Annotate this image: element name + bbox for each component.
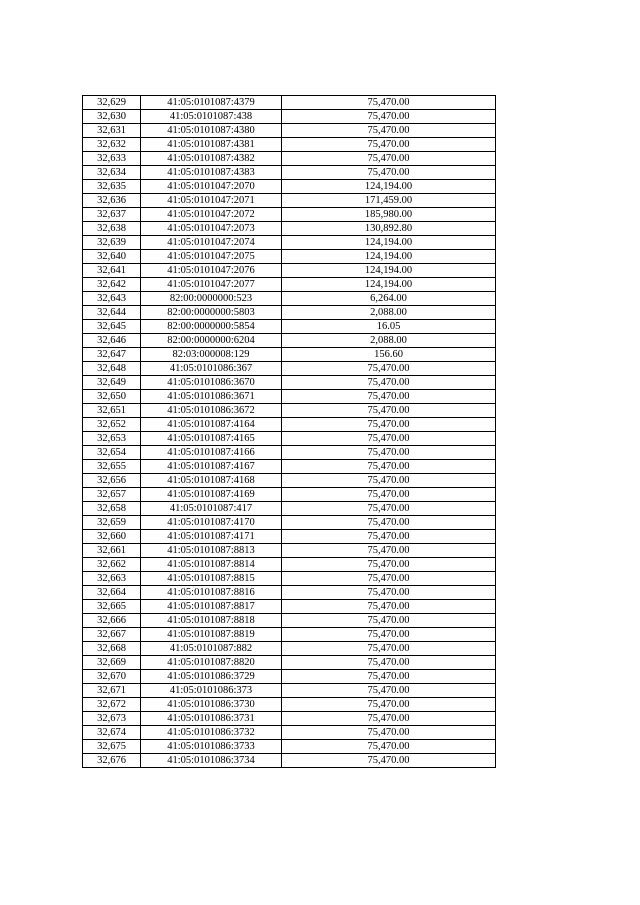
cadastral-number-cell: 41:05:0101087:417	[141, 502, 282, 516]
value-cell: 75,470.00	[282, 740, 496, 754]
table-row	[83, 222, 496, 236]
table-row	[83, 250, 496, 264]
row-number-cell: 32,650	[83, 390, 141, 404]
table-row	[83, 376, 496, 390]
row-number-cell: 32,632	[83, 138, 141, 152]
row-number-cell: 32,645	[83, 320, 141, 334]
table-row	[83, 404, 496, 418]
value-cell: 124,194.00	[282, 236, 496, 250]
row-number-cell: 32,651	[83, 404, 141, 418]
table-row	[83, 446, 496, 460]
cadastral-number-cell: 41:05:0101087:4383	[141, 166, 282, 180]
row-number-cell: 32,674	[83, 726, 141, 740]
table-row	[83, 320, 496, 334]
table-row	[83, 306, 496, 320]
table-row	[83, 236, 496, 250]
row-number-cell: 32,671	[83, 684, 141, 698]
row-number-cell: 32,637	[83, 208, 141, 222]
cadastral-number-cell: 41:05:0101047:2073	[141, 222, 282, 236]
value-cell: 75,470.00	[282, 544, 496, 558]
value-cell: 171,459.00	[282, 194, 496, 208]
value-cell: 75,470.00	[282, 474, 496, 488]
table-row	[83, 684, 496, 698]
row-number-cell: 32,670	[83, 670, 141, 684]
cadastral-number-cell: 41:05:0101087:4382	[141, 152, 282, 166]
cadastral-number-cell: 41:05:0101086:373	[141, 684, 282, 698]
row-number-cell: 32,667	[83, 628, 141, 642]
cadastral-number-cell: 41:05:0101086:3730	[141, 698, 282, 712]
table-row	[83, 586, 496, 600]
cadastral-number-cell: 41:05:0101047:2076	[141, 264, 282, 278]
cadastral-number-cell: 41:05:0101086:3729	[141, 670, 282, 684]
cadastral-number-cell: 41:05:0101087:8816	[141, 586, 282, 600]
cadastral-number-cell: 41:05:0101086:367	[141, 362, 282, 376]
cadastral-number-cell: 41:05:0101087:8820	[141, 656, 282, 670]
cadastral-number-cell: 41:05:0101087:4168	[141, 474, 282, 488]
row-number-cell: 32,649	[83, 376, 141, 390]
value-cell: 75,470.00	[282, 432, 496, 446]
value-cell: 75,470.00	[282, 460, 496, 474]
value-cell: 75,470.00	[282, 614, 496, 628]
cadastral-number-cell: 41:05:0101087:882	[141, 642, 282, 656]
table-row	[83, 166, 496, 180]
table-row	[83, 292, 496, 306]
row-number-cell: 32,633	[83, 152, 141, 166]
table-row	[83, 278, 496, 292]
cadastral-number-cell: 41:05:0101087:8818	[141, 614, 282, 628]
cadastral-number-cell: 41:05:0101087:4167	[141, 460, 282, 474]
cadastral-number-cell: 41:05:0101087:8813	[141, 544, 282, 558]
table-row	[83, 390, 496, 404]
table-row	[83, 740, 496, 754]
value-cell: 75,470.00	[282, 628, 496, 642]
value-cell: 75,470.00	[282, 446, 496, 460]
value-cell: 75,470.00	[282, 138, 496, 152]
table-row	[83, 138, 496, 152]
row-number-cell: 32,634	[83, 166, 141, 180]
row-number-cell: 32,676	[83, 754, 141, 768]
value-cell: 75,470.00	[282, 110, 496, 124]
row-number-cell: 32,668	[83, 642, 141, 656]
value-cell: 75,470.00	[282, 754, 496, 768]
value-cell: 6,264.00	[282, 292, 496, 306]
cadastral-number-cell: 41:05:0101047:2071	[141, 194, 282, 208]
value-cell: 124,194.00	[282, 250, 496, 264]
cadastral-number-cell: 41:05:0101087:4170	[141, 516, 282, 530]
cadastral-number-cell: 41:05:0101087:4169	[141, 488, 282, 502]
table-row	[83, 600, 496, 614]
cadastral-number-cell: 41:05:0101047:2074	[141, 236, 282, 250]
value-cell: 75,470.00	[282, 572, 496, 586]
table-row	[83, 110, 496, 124]
row-number-cell: 32,642	[83, 278, 141, 292]
row-number-cell: 32,639	[83, 236, 141, 250]
value-cell: 2,088.00	[282, 306, 496, 320]
cadastral-number-cell: 82:00:0000000:6204	[141, 334, 282, 348]
cadastral-number-cell: 82:00:0000000:5803	[141, 306, 282, 320]
value-cell: 75,470.00	[282, 586, 496, 600]
value-cell: 130,892.80	[282, 222, 496, 236]
table-row	[83, 124, 496, 138]
row-number-cell: 32,643	[83, 292, 141, 306]
row-number-cell: 32,647	[83, 348, 141, 362]
cadastral-number-cell: 82:00:0000000:5854	[141, 320, 282, 334]
row-number-cell: 32,655	[83, 460, 141, 474]
table-row	[83, 460, 496, 474]
row-number-cell: 32,646	[83, 334, 141, 348]
cadastral-number-cell: 41:05:0101047:2075	[141, 250, 282, 264]
value-cell: 75,470.00	[282, 488, 496, 502]
value-cell: 75,470.00	[282, 530, 496, 544]
table-row	[83, 418, 496, 432]
row-number-cell: 32,658	[83, 502, 141, 516]
table-row	[83, 180, 496, 194]
value-cell: 75,470.00	[282, 96, 496, 110]
row-number-cell: 32,675	[83, 740, 141, 754]
table-row	[83, 628, 496, 642]
value-cell: 75,470.00	[282, 362, 496, 376]
value-cell: 75,470.00	[282, 698, 496, 712]
table-row	[83, 614, 496, 628]
row-number-cell: 32,669	[83, 656, 141, 670]
cadastral-number-cell: 41:05:0101086:3671	[141, 390, 282, 404]
row-number-cell: 32,641	[83, 264, 141, 278]
row-number-cell: 32,653	[83, 432, 141, 446]
cadastral-number-cell: 41:05:0101087:4379	[141, 96, 282, 110]
cadastral-number-cell: 41:05:0101087:4166	[141, 446, 282, 460]
value-cell: 75,470.00	[282, 726, 496, 740]
value-cell: 124,194.00	[282, 278, 496, 292]
value-cell: 75,470.00	[282, 600, 496, 614]
row-number-cell: 32,672	[83, 698, 141, 712]
table-row	[83, 642, 496, 656]
cadastral-number-cell: 41:05:0101087:4165	[141, 432, 282, 446]
table-row	[83, 152, 496, 166]
table-row	[83, 712, 496, 726]
cadastral-number-cell: 41:05:0101087:8817	[141, 600, 282, 614]
table-row	[83, 488, 496, 502]
row-number-cell: 32,673	[83, 712, 141, 726]
table-row	[83, 474, 496, 488]
cadastral-value-table	[82, 95, 496, 768]
row-number-cell: 32,648	[83, 362, 141, 376]
row-number-cell: 32,636	[83, 194, 141, 208]
cadastral-number-cell: 82:03:000008:129	[141, 348, 282, 362]
row-number-cell: 32,652	[83, 418, 141, 432]
row-number-cell: 32,638	[83, 222, 141, 236]
table-row	[83, 432, 496, 446]
value-cell: 75,470.00	[282, 166, 496, 180]
value-cell: 75,470.00	[282, 152, 496, 166]
table-row	[83, 348, 496, 362]
cadastral-number-cell: 41:05:0101086:3672	[141, 404, 282, 418]
value-cell: 75,470.00	[282, 418, 496, 432]
value-cell: 75,470.00	[282, 712, 496, 726]
table-body	[83, 96, 496, 768]
cadastral-number-cell: 41:05:0101086:3731	[141, 712, 282, 726]
value-cell: 75,470.00	[282, 642, 496, 656]
value-cell: 75,470.00	[282, 390, 496, 404]
row-number-cell: 32,640	[83, 250, 141, 264]
row-number-cell: 32,666	[83, 614, 141, 628]
table-row	[83, 656, 496, 670]
table-row	[83, 516, 496, 530]
row-number-cell: 32,662	[83, 558, 141, 572]
table-row	[83, 558, 496, 572]
value-cell: 75,470.00	[282, 670, 496, 684]
table-row	[83, 502, 496, 516]
table-row	[83, 194, 496, 208]
row-number-cell: 32,659	[83, 516, 141, 530]
cadastral-number-cell: 41:05:0101087:8815	[141, 572, 282, 586]
table-row	[83, 698, 496, 712]
table-row	[83, 670, 496, 684]
cadastral-number-cell: 41:05:0101087:4381	[141, 138, 282, 152]
cadastral-number-cell: 41:05:0101087:8819	[141, 628, 282, 642]
value-cell: 16.05	[282, 320, 496, 334]
row-number-cell: 32,657	[83, 488, 141, 502]
row-number-cell: 32,664	[83, 586, 141, 600]
row-number-cell: 32,635	[83, 180, 141, 194]
row-number-cell: 32,660	[83, 530, 141, 544]
cadastral-number-cell: 41:05:0101087:4164	[141, 418, 282, 432]
cadastral-number-cell: 41:05:0101047:2077	[141, 278, 282, 292]
value-cell: 75,470.00	[282, 404, 496, 418]
table-row	[83, 264, 496, 278]
table-row	[83, 208, 496, 222]
table-row	[83, 362, 496, 376]
table-row	[83, 96, 496, 110]
value-cell: 75,470.00	[282, 124, 496, 138]
cadastral-number-cell: 41:05:0101087:438	[141, 110, 282, 124]
table-row	[83, 530, 496, 544]
table-row	[83, 754, 496, 768]
cadastral-number-cell: 41:05:0101086:3733	[141, 740, 282, 754]
row-number-cell: 32,631	[83, 124, 141, 138]
cadastral-number-cell: 41:05:0101086:3670	[141, 376, 282, 390]
table-row	[83, 572, 496, 586]
row-number-cell: 32,629	[83, 96, 141, 110]
row-number-cell: 32,661	[83, 544, 141, 558]
table-row	[83, 726, 496, 740]
row-number-cell: 32,630	[83, 110, 141, 124]
value-cell: 156.60	[282, 348, 496, 362]
value-cell: 75,470.00	[282, 558, 496, 572]
value-cell: 75,470.00	[282, 656, 496, 670]
table-row	[83, 334, 496, 348]
row-number-cell: 32,644	[83, 306, 141, 320]
cadastral-number-cell: 41:05:0101086:3732	[141, 726, 282, 740]
row-number-cell: 32,663	[83, 572, 141, 586]
value-cell: 75,470.00	[282, 502, 496, 516]
cadastral-number-cell: 41:05:0101086:3734	[141, 754, 282, 768]
cadastral-number-cell: 82:00:0000000:523	[141, 292, 282, 306]
value-cell: 75,470.00	[282, 376, 496, 390]
cadastral-number-cell: 41:05:0101087:4171	[141, 530, 282, 544]
row-number-cell: 32,665	[83, 600, 141, 614]
table-row	[83, 544, 496, 558]
cadastral-number-cell: 41:05:0101047:2070	[141, 180, 282, 194]
value-cell: 75,470.00	[282, 684, 496, 698]
value-cell: 75,470.00	[282, 516, 496, 530]
value-cell: 124,194.00	[282, 264, 496, 278]
cadastral-number-cell: 41:05:0101047:2072	[141, 208, 282, 222]
value-cell: 2,088.00	[282, 334, 496, 348]
value-cell: 185,980.00	[282, 208, 496, 222]
cadastral-number-cell: 41:05:0101087:4380	[141, 124, 282, 138]
row-number-cell: 32,654	[83, 446, 141, 460]
value-cell: 124,194.00	[282, 180, 496, 194]
row-number-cell: 32,656	[83, 474, 141, 488]
cadastral-number-cell: 41:05:0101087:8814	[141, 558, 282, 572]
